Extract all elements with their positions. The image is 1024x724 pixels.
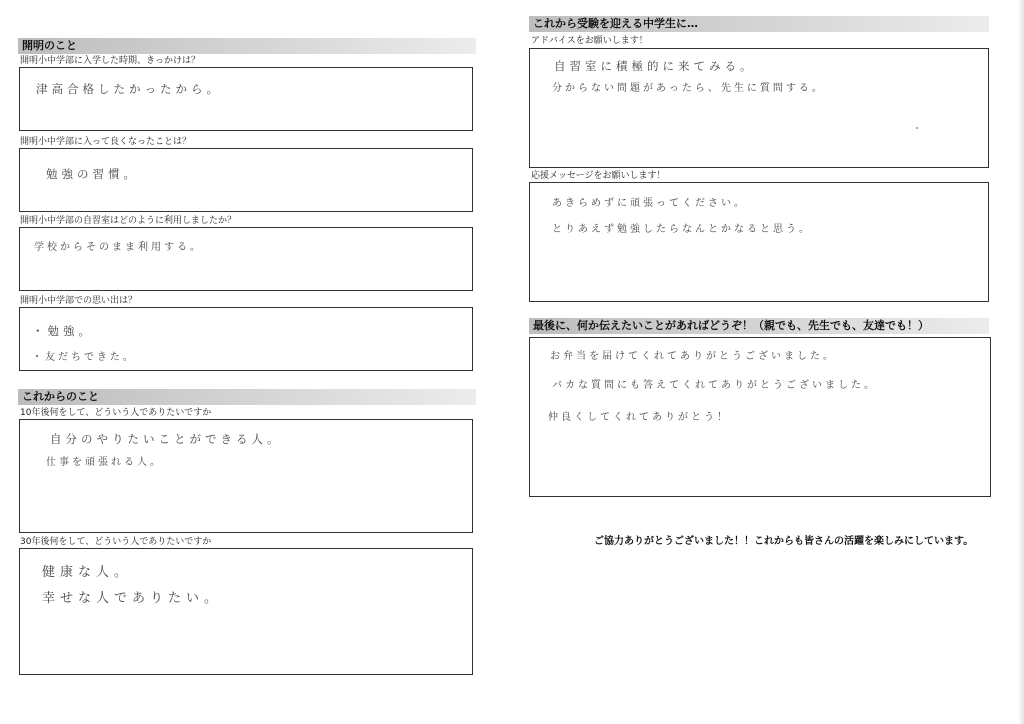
question-enrollment: 開明小中学部に入学した時期、きっかけは？ bbox=[20, 56, 201, 66]
stray-mark bbox=[916, 127, 918, 129]
answer-line: ・友だちできた。 bbox=[32, 352, 136, 363]
answer-line: ・勉強。 bbox=[32, 324, 94, 338]
answer-line: 健康な人。 bbox=[42, 565, 133, 580]
answer-line: 仲良くしてくれてありがとう！ bbox=[548, 412, 730, 423]
answer-line: 自習室に積極的に来てみる。 bbox=[554, 59, 756, 73]
answer-box-30-years bbox=[19, 548, 473, 675]
answer-box-improvement bbox=[19, 148, 473, 212]
answer-line: 勉強の習慣。 bbox=[46, 167, 139, 181]
section-title-kaimei: 開明のこと bbox=[18, 38, 476, 54]
answer-box-message bbox=[529, 182, 989, 302]
answer-box-final-message bbox=[529, 337, 991, 497]
question-10-years: 10年後何をして、どういう人でありたいですか bbox=[20, 408, 212, 418]
question-advice: アドバイスをお願いします！ bbox=[531, 36, 648, 46]
answer-line: バカな質問にも答えてくれてありがとうございました。 bbox=[552, 380, 877, 391]
question-improvement: 開明小中学部に入って良くなったことは？ bbox=[20, 137, 192, 147]
question-30-years: 30年後何をして、どういう人でありたいですか bbox=[20, 537, 212, 547]
answer-line: あきらめずに頑張ってください。 bbox=[552, 198, 747, 209]
question-message: 応援メッセージをお願いします！ bbox=[531, 171, 666, 181]
answer-line: お弁当を届けてくれてありがとうございました。 bbox=[550, 351, 836, 362]
section-title-advice: これから受験を迎える中学生に… bbox=[529, 16, 989, 32]
section-title-final-message: 最後に、何か伝えたいことがあればどうぞ！（親でも、先生でも、友達でも！） bbox=[529, 318, 989, 334]
answer-line: 自分のやりたいことができる人。 bbox=[50, 432, 283, 446]
question-study-room: 開明小中学部の自習室はどのように利用しましたか？ bbox=[20, 216, 237, 226]
answer-line: 幸せな人でありたい。 bbox=[42, 591, 223, 606]
answer-line: 津高合格したかったから。 bbox=[36, 82, 222, 96]
answer-box-advice bbox=[529, 48, 989, 168]
answer-line: 学校からそのまま利用する。 bbox=[34, 242, 203, 253]
answer-line: とりあえず勉強したらなんとかなると思う。 bbox=[552, 224, 812, 235]
closing-thanks: ご協力ありがとうございました！！これからも皆さんの活躍を楽しみにしています。 bbox=[594, 536, 974, 547]
answer-box-memories bbox=[19, 307, 473, 371]
page-edge-shadow bbox=[1018, 0, 1024, 724]
answer-box-enrollment bbox=[19, 67, 473, 131]
answer-box-10-years bbox=[19, 419, 473, 533]
question-memories: 開明小中学部での思い出は？ bbox=[20, 296, 138, 306]
section-title-future: これからのこと bbox=[18, 389, 476, 405]
answer-line: 仕事を頑張れる人。 bbox=[46, 457, 163, 468]
answer-line: 分からない問題があったら、先生に質問する。 bbox=[552, 83, 825, 94]
answer-box-study-room bbox=[19, 227, 473, 291]
